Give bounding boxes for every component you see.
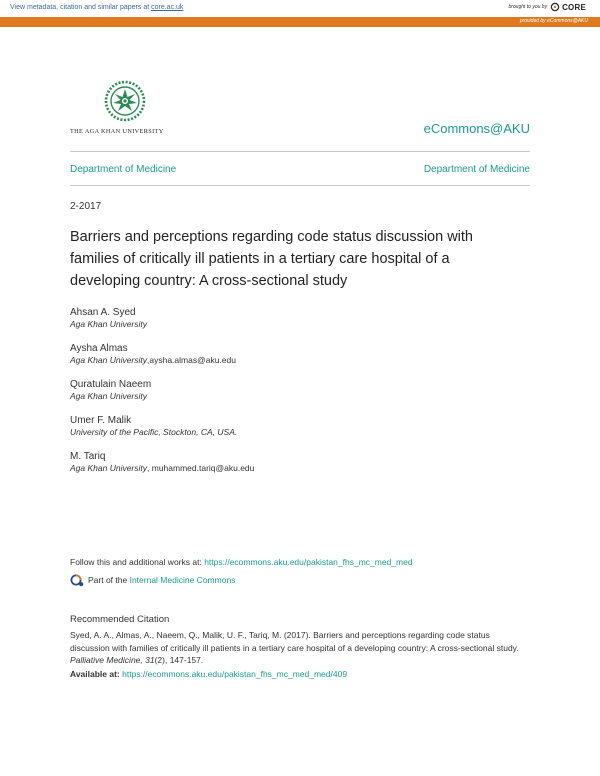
core-metadata-link[interactable] [10,4,183,11]
university-logo [70,80,182,140]
author-affiliation [70,463,530,474]
divider [70,185,530,186]
author-entry [70,450,530,474]
core-link-prefix: View metadata, citation and similar papers at [10,4,152,11]
internal-medicine-commons-link[interactable]: Internal Medicine Commons [129,575,236,585]
aku-emblem-icon [104,80,146,122]
author-name: Umer F. Malik [70,415,132,426]
department-link-left[interactable]: Department of Medicine [70,164,177,175]
recommended-citation-heading: Recommended Citation [70,614,170,625]
affiliation-name: Aga Khan University [70,319,148,329]
author-affiliation [70,391,530,402]
author-affiliation [70,319,530,330]
part-of-label: Part of the [88,575,130,585]
author-email: ,aysha.almas@aku.edu [147,355,236,365]
paper-title: Barriers and perceptions regarding code status discussion with families of critically ill patients in a tertiary care hospital of a developing country: A cross-sectional study [70,229,473,289]
citation-journal: Palliative Medicine, 31 [70,655,155,665]
author-affiliation [70,355,530,366]
author-entry [70,306,530,330]
affiliation-name: Aga Khan University [70,391,148,401]
author-email: , muhammed.tariq@aku.edu [147,463,255,473]
author-entry [70,414,530,438]
author-entry [70,378,530,402]
divider [70,151,530,152]
author-affiliation [70,427,530,438]
citation-text [70,629,530,667]
network-commons-icon [70,573,84,587]
department-link-right[interactable]: Department of Medicine [423,164,530,175]
author-name: Ahsan A. Syed [70,307,136,318]
author-entry [70,342,530,366]
provided-by-label: provided by eCommons@AKU [519,18,588,24]
citation-issue-pages: (2), 147-157. [154,655,204,665]
brought-to-you-by [508,2,586,12]
citation-main: Syed, A. A., Almas, A., Naeem, Q., Malik, U. F., Tariq, M. (2017). Barriers and perceptions regarding code status discussion with families of critically ill patients in a tertiary care hospital of a developing country: A cross-sectional study. [70,630,519,653]
article-link[interactable]: https://ecommons.aku.edu/pakistan_fhs_mc_med_med/409 [122,669,348,679]
author-name: Aysha Almas [70,343,128,354]
part-of-line [70,573,235,587]
university-name: THE AGA KHAN UNIVERSITY [70,128,164,135]
core-logo-text: CORE [562,2,586,12]
repository-link[interactable]: eCommons@AKU [423,121,530,136]
author-name: M. Tariq [70,451,106,462]
collection-link[interactable]: https://ecommons.aku.edu/pakistan_fhs_mc_med_med [204,557,413,567]
brought-by-label: brought to you by [508,4,548,10]
available-at-line [70,669,347,679]
provided-by-strip [0,17,600,27]
affiliation-name: University of the Pacific, Stockton, CA, USA. [70,427,238,437]
author-list [70,306,530,486]
affiliation-name: Aga Khan University [70,463,148,473]
core-banner [0,0,600,18]
available-label: Available at: [70,669,120,679]
author-name: Quratulain Naeem [70,379,152,390]
core-logo-icon [550,2,560,12]
follow-label: Follow this and additional works at: [70,557,205,567]
follow-works-line [70,557,413,567]
core-link-site[interactable]: core.ac.uk [151,4,184,11]
core-logo[interactable] [550,2,586,12]
publication-date: 2-2017 [70,201,102,212]
affiliation-name: Aga Khan University [70,355,148,365]
